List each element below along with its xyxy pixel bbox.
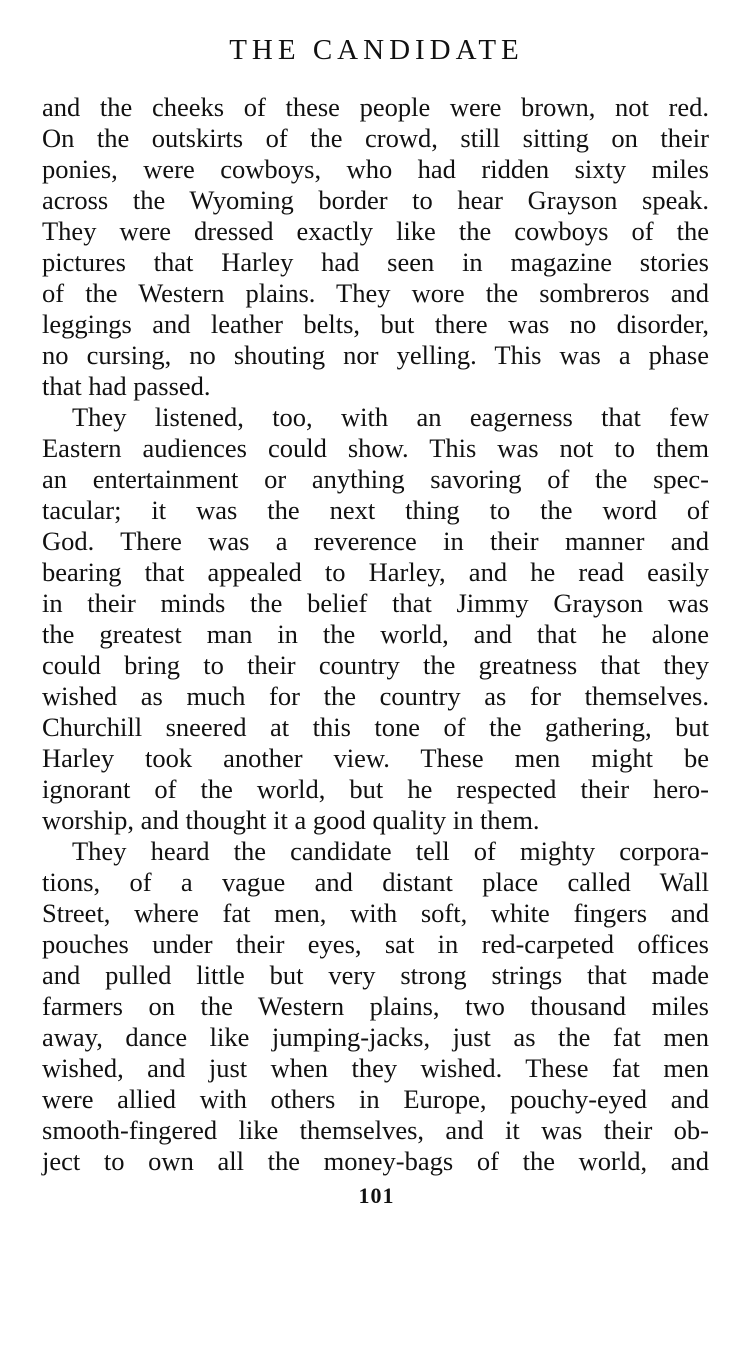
paragraph-start-line: They listened, too, with an eagerness that few: [72, 402, 709, 432]
text-line: smooth-fingered like themselves, and it was their ob-: [42, 1115, 709, 1145]
page-number: 101: [358, 1183, 395, 1208]
text-line: Eastern audiences could show. This was not to them: [42, 433, 709, 463]
text-line: ignorant of the world, but he respected their hero-: [42, 774, 709, 804]
text-line: pictures that Harley had seen in magazine stories: [42, 247, 709, 277]
text-line: in their minds the belief that Jimmy Grayson was: [42, 588, 709, 618]
text-line: and pulled little but very strong strings that made: [42, 960, 709, 990]
body-text: [42, 92, 709, 1177]
text-line: no cursing, no shouting nor yelling. This was a phase: [42, 340, 709, 370]
text-line: tacular; it was the next thing to the word of: [42, 495, 709, 525]
text-line: Street, where fat men, with soft, white fingers and: [42, 898, 709, 928]
text-line: an entertainment or anything savoring of the spec-: [42, 464, 709, 494]
running-title: THE CANDIDATE: [229, 34, 524, 66]
text-line: away, dance like jumping-jacks, just as the fat men: [42, 1022, 709, 1052]
text-line: worship, and thought it a good quality in them.: [42, 805, 540, 835]
text-line: Churchill sneered at this tone of the gathering, but: [42, 712, 709, 742]
text-line: Harley took another view. These men might be: [42, 743, 709, 773]
text-line: across the Wyoming border to hear Grayson speak.: [42, 185, 709, 215]
text-line: and the cheeks of these people were brown, not red.: [42, 92, 709, 122]
text-line: farmers on the Western plains, two thousand miles: [42, 991, 709, 1021]
text-line: ject to own all the money-bags of the world, and: [42, 1146, 709, 1176]
text-line: of the Western plains. They wore the sombreros and: [42, 278, 709, 308]
text-line: bearing that appealed to Harley, and he read easily: [42, 557, 709, 587]
text-line: They were dressed exactly like the cowboys of the: [42, 216, 709, 246]
text-line: tions, of a vague and distant place called Wall: [42, 867, 709, 897]
text-line: pouches under their eyes, sat in red-carpeted offices: [42, 929, 709, 959]
text-line: ponies, were cowboys, who had ridden sixty miles: [42, 154, 709, 184]
text-line: wished, and just when they wished. These fat men: [42, 1053, 709, 1083]
text-line: could bring to their country the greatness that they: [42, 650, 709, 680]
text-line: On the outskirts of the crowd, still sitting on their: [42, 123, 709, 153]
text-line: were allied with others in Europe, pouchy-eyed and: [42, 1084, 709, 1114]
text-line: that had passed.: [42, 371, 211, 401]
paragraph-start-line: They heard the candidate tell of mighty corpora-: [72, 836, 709, 866]
text-line: the greatest man in the world, and that he alone: [42, 619, 709, 649]
text-line: leggings and leather belts, but there was no disorder,: [42, 309, 709, 339]
text-line: God. There was a reverence in their manner and: [42, 526, 709, 556]
text-line: wished as much for the country as for themselves.: [42, 681, 709, 711]
